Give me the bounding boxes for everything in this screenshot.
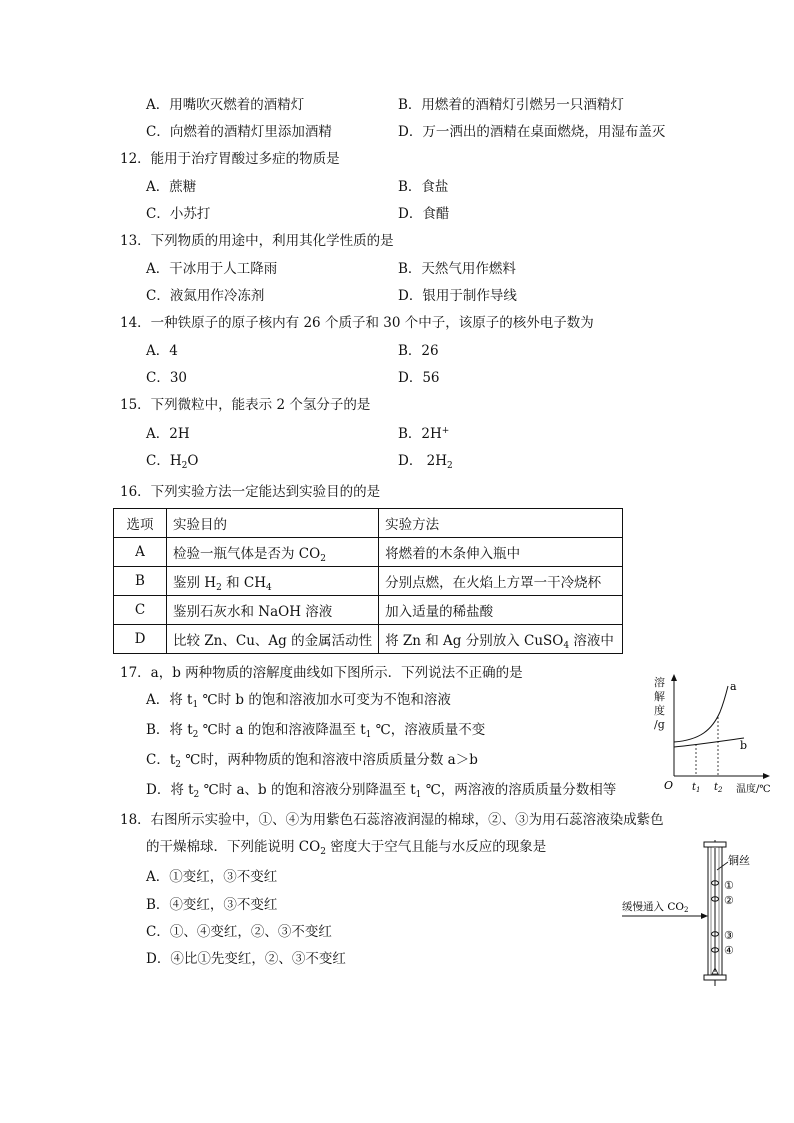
y-axis-label-char: /g bbox=[654, 718, 665, 731]
x-axis-arrow-icon bbox=[763, 773, 770, 779]
table-cell-method: 将 Zn 和 Ag 分别放入 CuSO$_4$ 溶液中 bbox=[379, 625, 623, 654]
q18-option-b: B．④变红，③不变红 bbox=[146, 897, 278, 913]
origin-label: O bbox=[664, 779, 674, 792]
curve-b bbox=[674, 738, 744, 747]
curve-a bbox=[674, 686, 728, 742]
table-cell-goal: 鉴别石灰水和 NaOH 溶液 bbox=[167, 596, 379, 625]
q17-option-a: A．将 $t_1$ ℃时 b 的饱和溶液加水可变为不饱和溶液 bbox=[146, 692, 451, 710]
table-cell-goal: 鉴别 $H_2$ 和 $CH_4$ bbox=[167, 567, 379, 596]
t2-label: $t_2$ bbox=[714, 782, 723, 794]
tube-top-cap bbox=[704, 842, 726, 847]
y-axis-label-char: 度 bbox=[654, 704, 665, 717]
ball-label-1: ① bbox=[724, 879, 734, 892]
q17-stem: 17．a，b 两种物质的溶解度曲线如下图所示．下列说法不正确的是 bbox=[120, 665, 523, 681]
q16-stem: 16．下列实验方法一定能达到实验目的的是 bbox=[120, 484, 381, 500]
q18-stem-line1: 18．右图所示实验中，①、④为用紫色石蕊溶液润湿的棉球，②、③为用石蕊溶液染成紫色 bbox=[120, 812, 664, 828]
q13-stem: 13．下列物质的用途中，利用其化学性质的是 bbox=[120, 233, 394, 249]
q14-stem: 14．一种铁原子的原子核内有 26 个质子和 30 个中子，该原子的核外电子数为 bbox=[120, 315, 594, 331]
q11-option-b: B．用燃着的酒精灯引燃另一只酒精灯 bbox=[398, 97, 624, 113]
table-header-cell: 选项 bbox=[114, 509, 167, 538]
table-cell-option: B bbox=[114, 567, 167, 596]
inlet-label: 缓慢通入 CO2 bbox=[622, 901, 689, 914]
table-row bbox=[114, 596, 623, 625]
q12-stem: 12．能用于治疗胃酸过多症的物质是 bbox=[120, 151, 340, 167]
copper-wire-label: 铜丝 bbox=[728, 854, 750, 867]
q18-option-d: D．④比①先变红，②、③不变红 bbox=[146, 951, 346, 967]
q15-option-b: B．2H+ bbox=[398, 426, 450, 442]
q14-option-c: C．30 bbox=[146, 370, 188, 386]
inlet-arrow-icon bbox=[701, 913, 708, 919]
y-axis-arrow-icon bbox=[671, 674, 677, 681]
q17-option-b: B．将 $t_2$ ℃时 a 的饱和溶液降温至 $t_1$ ℃，溶液质量不变 bbox=[146, 722, 486, 740]
q13-option-b: B．天然气用作燃料 bbox=[398, 261, 516, 277]
table-cell-method: 加入适量的稀盐酸 bbox=[379, 596, 623, 625]
q15-option-c: C．$H_2O$ bbox=[146, 453, 199, 471]
table-row bbox=[114, 625, 623, 654]
curve-b-label: b bbox=[740, 739, 748, 752]
ball-label-4: ④ bbox=[724, 944, 734, 957]
table-header-cell: 实验目的 bbox=[167, 509, 379, 538]
t1-label: $t_1$ bbox=[692, 782, 701, 794]
q13-option-a: A．干冰用于人工降雨 bbox=[146, 261, 278, 277]
table-cell-method: 将燃着的木条伸入瓶中 bbox=[379, 538, 623, 567]
q11-option-a: A．用嘴吹灭燃着的酒精灯 bbox=[146, 97, 305, 113]
q14-option-d: D．56 bbox=[398, 370, 440, 386]
table-row bbox=[114, 567, 623, 596]
q18-stem-line2: 的干燥棉球．下列能说明 $CO_2$ 密度大于空气且能与水反应的现象是 bbox=[146, 839, 547, 857]
tube-bottom-cap bbox=[704, 975, 726, 980]
q15-option-a: A．2H bbox=[146, 426, 190, 442]
q12-option-c: C．小苏打 bbox=[146, 206, 211, 222]
curve-a-label: a bbox=[730, 680, 737, 693]
q13-option-d: D．银用于制作导线 bbox=[398, 288, 517, 304]
q15-option-d: D． $2H_2$ bbox=[398, 453, 453, 471]
q16-table bbox=[113, 508, 623, 654]
x-axis-label: 温度/℃ bbox=[736, 784, 771, 795]
q15-stem: 15．下列微粒中，能表示 2 个氢分子的是 bbox=[120, 397, 371, 413]
table-cell-option: D bbox=[114, 625, 167, 654]
q12-option-b: B．食盐 bbox=[398, 179, 449, 195]
co2-tube-apparatus-figure bbox=[620, 840, 780, 990]
table-cell-option: C bbox=[114, 596, 167, 625]
table-header-cell: 实验方法 bbox=[379, 509, 623, 538]
q17-option-c: C．$t_2$ ℃时，两种物质的饱和溶液中溶质质量分数 a＞b bbox=[146, 752, 478, 770]
q13-option-c: C．液氮用作冷冻剂 bbox=[146, 288, 265, 304]
q12-option-a: A．蔗糖 bbox=[146, 179, 197, 195]
table-cell-option: A bbox=[114, 538, 167, 567]
q11-option-c: C．向燃着的酒精灯里添加酒精 bbox=[146, 124, 332, 140]
y-axis-label-char: 解 bbox=[654, 690, 665, 703]
solubility-curve-figure bbox=[650, 672, 788, 802]
table-cell-goal: 比较 Zn、Cu、Ag 的金属活动性 bbox=[167, 625, 379, 654]
q17-option-d: D．将 $t_2$ ℃时 a、b 的饱和溶液分别降温至 $t_1$ ℃，两溶液的溶质质量分数相等 bbox=[146, 782, 617, 800]
q18-option-c: C．①、④变红，②、③不变红 bbox=[146, 924, 332, 940]
q18-option-a: A．①变红，③不变红 bbox=[146, 869, 278, 885]
table-header-row bbox=[114, 509, 623, 538]
y-axis-label-char: 溶 bbox=[654, 676, 665, 689]
q11-option-d: D．万一洒出的酒精在桌面燃烧，用湿布盖灭 bbox=[398, 124, 666, 140]
q12-option-d: D．食醋 bbox=[398, 206, 450, 222]
table-cell-goal: 检验一瓶气体是否为 $CO_2$ bbox=[167, 538, 379, 567]
q14-option-b: B．26 bbox=[398, 343, 439, 359]
ball-label-3: ③ bbox=[724, 929, 734, 942]
q14-option-a: A．4 bbox=[146, 343, 178, 359]
ball-label-2: ② bbox=[724, 894, 734, 907]
table-cell-method: 分别点燃，在火焰上方罩一干冷烧杯 bbox=[379, 567, 623, 596]
table-row bbox=[114, 538, 623, 567]
